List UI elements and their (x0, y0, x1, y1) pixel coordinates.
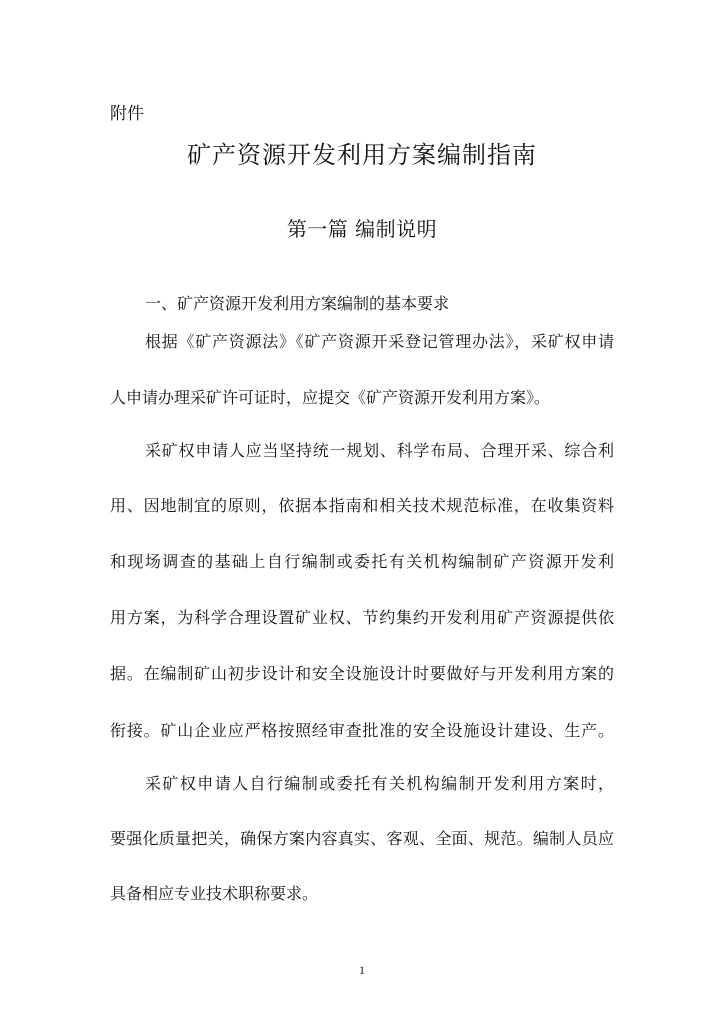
paragraph-1-line-1: 根据《矿产资源法》《矿产资源开采登记管理办法》，采矿权申请 (145, 332, 614, 351)
paragraph-2-line-6: 衔接。矿山企业应严格按照经审查批准的安全设施设计建设、生产。 (110, 721, 614, 740)
paragraph-3-line-2: 要强化质量把关，确保方案内容真实、客观、全面、规范。编制人员应 (110, 829, 614, 848)
paragraph-2-line-3: 和现场调查的基础上自行编制或委托有关机构编制矿产资源开发利 (110, 552, 614, 571)
paragraph-2-line-1: 采矿权申请人应当坚持统一规划、科学布局、合理开采、综合利 (145, 441, 614, 460)
paragraph-2-line-2: 用、因地制宜的原则，依据本指南和相关技术规范标准，在收集资料 (110, 496, 614, 515)
document-title: 矿产资源开发利用方案编制指南 (187, 141, 537, 169)
paragraph-3-line-1: 采矿权申请人自行编制或委托有关机构编制开发利用方案时， (145, 774, 614, 793)
part-title: 第一篇 编制说明 (286, 217, 438, 241)
paragraph-1-line-2: 人申请办理采矿许可证时，应提交《矿产资源开发利用方案》。 (110, 388, 551, 407)
paragraph-3-line-3: 具备相应专业技术职称要求。 (110, 884, 319, 903)
paragraph-2-line-5: 据。在编制矿山初步设计和安全设施设计时要做好与开发利用方案的 (110, 664, 614, 683)
page-number: 1 (359, 963, 365, 977)
section-heading: 一、矿产资源开发利用方案编制的基本要求 (145, 294, 450, 313)
paragraph-2-line-4: 用方案，为科学合理设置矿业权、节约集约开发利用矿产资源提供依 (110, 608, 614, 627)
attachment-label: 附件 (110, 104, 144, 124)
